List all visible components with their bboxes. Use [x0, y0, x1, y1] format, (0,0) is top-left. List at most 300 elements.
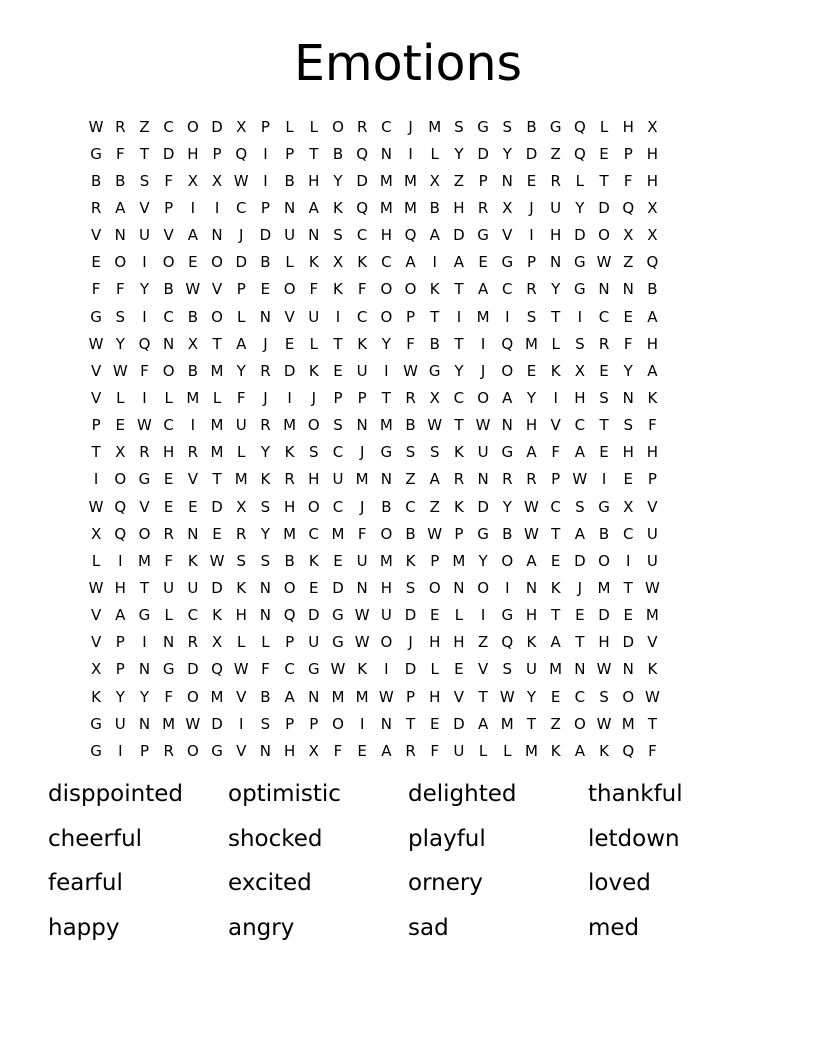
grid-letter: K — [599, 741, 609, 760]
grid-letter: K — [187, 551, 198, 570]
grid-row — [84, 737, 665, 764]
grid-letter: U — [114, 714, 126, 733]
grid-letter: E — [623, 470, 633, 489]
grid-letter: T — [551, 307, 561, 326]
grid-letter: S — [575, 334, 585, 353]
grid-letter: L — [237, 307, 246, 326]
word-list-item: disppointed — [48, 781, 183, 807]
grid-letter: L — [309, 117, 318, 136]
grid-letter: V — [90, 606, 102, 625]
grid-letter: X — [236, 497, 247, 516]
grid-row — [84, 547, 665, 574]
grid-letter: W — [88, 497, 104, 516]
grid-letter: O — [501, 361, 514, 380]
grid-letter: J — [239, 226, 244, 245]
grid-letter: Y — [551, 280, 561, 299]
grid-letter: I — [408, 144, 413, 163]
grid-letter: O — [501, 551, 514, 570]
grid-letter: O — [114, 253, 127, 272]
grid-letter: E — [429, 714, 440, 733]
grid-letter: R — [526, 470, 537, 489]
grid-letter: O — [162, 253, 175, 272]
grid-letter: B — [405, 524, 416, 543]
grid-letter: W — [644, 687, 660, 706]
grid-letter: G — [162, 660, 175, 679]
grid-letter: I — [335, 307, 341, 326]
grid-letter: C — [598, 307, 610, 326]
grid-letter: S — [599, 687, 609, 706]
grid-letter: Q — [114, 524, 127, 543]
grid-letter: S — [599, 388, 609, 407]
grid-letter: L — [237, 443, 246, 462]
grid-letter: E — [599, 144, 609, 163]
grid-letter: I — [529, 226, 534, 245]
grid-letter: W — [354, 633, 370, 652]
grid-letter: L — [309, 334, 318, 353]
grid-letter: F — [623, 334, 633, 353]
grid-letter: R — [526, 280, 537, 299]
grid-letter: W — [378, 687, 394, 706]
grid-letter: O — [477, 578, 489, 597]
grid-letter: N — [598, 280, 610, 299]
grid-letter: K — [308, 253, 319, 272]
grid-letter: A — [429, 470, 440, 489]
word-list-item: happy — [48, 914, 120, 941]
grid-letter: G — [574, 253, 586, 272]
grid-letter: O — [211, 307, 223, 326]
grid-letter: M — [162, 714, 176, 733]
grid-letter: J — [263, 388, 268, 407]
grid-row — [84, 276, 665, 303]
grid-letter: U — [284, 226, 296, 245]
grid-letter: A — [236, 334, 247, 353]
grid-letter: X — [115, 443, 126, 462]
grid-letter: J — [359, 497, 365, 516]
grid-letter: H — [235, 606, 247, 625]
grid-letter: E — [188, 497, 198, 516]
grid-letter: D — [162, 144, 175, 163]
grid-letter: M — [500, 714, 514, 733]
grid-letter: E — [454, 660, 464, 679]
grid-letter: C — [235, 198, 247, 217]
grid-letter: T — [454, 334, 464, 353]
grid-letter: H — [646, 144, 659, 163]
grid-letter: I — [239, 714, 244, 733]
grid-letter: G — [90, 144, 102, 163]
grid-letter: J — [408, 117, 413, 136]
grid-letter: Z — [429, 497, 440, 516]
grid-letter: G — [90, 741, 102, 760]
grid-letter: V — [90, 388, 102, 407]
grid-letter: O — [283, 280, 296, 299]
grid-letter: I — [287, 388, 292, 407]
grid-letter: E — [526, 361, 537, 380]
grid-letter: Q — [622, 741, 635, 760]
grid-letter: Z — [623, 253, 634, 272]
grid-letter: D — [453, 714, 465, 733]
grid-letter: U — [525, 660, 537, 679]
grid-letter: W — [137, 416, 152, 435]
grid-letter: H — [525, 416, 538, 435]
grid-letter: A — [574, 741, 585, 760]
grid-letter: D — [211, 497, 223, 516]
grid-letter: D — [598, 198, 610, 217]
grid-row — [84, 466, 665, 493]
grid-letter: S — [454, 117, 464, 136]
grid-letter: Q — [573, 144, 586, 163]
grid-letter: I — [505, 307, 510, 326]
word-list-item: delighted — [408, 781, 517, 807]
grid-letter: P — [357, 388, 367, 407]
grid-letter: N — [308, 226, 320, 245]
grid-letter: M — [379, 416, 393, 435]
grid-letter: W — [644, 578, 660, 597]
grid-letter: A — [574, 443, 585, 462]
grid-letter: P — [478, 171, 488, 190]
grid-letter: V — [187, 470, 198, 489]
grid-letter: K — [260, 470, 271, 489]
grid-letter: O — [428, 578, 441, 597]
grid-letter: R — [405, 388, 416, 407]
grid-letter: M — [452, 551, 466, 570]
grid-letter: F — [140, 361, 149, 380]
grid-letter: X — [236, 117, 247, 136]
grid-row — [84, 412, 665, 439]
grid-letter: E — [284, 334, 295, 353]
grid-letter: P — [260, 117, 270, 136]
grid-letter: T — [551, 606, 561, 625]
grid-letter: H — [308, 171, 320, 190]
grid-letter: G — [332, 606, 344, 625]
grid-letter: G — [307, 660, 320, 679]
grid-letter: D — [259, 226, 272, 245]
grid-letter: W — [524, 497, 539, 516]
grid-letter: F — [164, 687, 173, 706]
grid-letter: H — [646, 171, 659, 190]
grid-letter: C — [574, 416, 586, 435]
grid-letter: I — [142, 633, 147, 652]
grid-row — [84, 249, 665, 276]
grid-letter: H — [453, 633, 465, 652]
grid-letter: X — [211, 633, 223, 652]
grid-letter: V — [502, 226, 513, 245]
grid-letter: O — [307, 416, 320, 435]
grid-letter: G — [477, 117, 489, 136]
grid-letter: W — [88, 117, 104, 136]
grid-letter: J — [263, 334, 268, 353]
grid-letter: N — [163, 633, 175, 652]
grid-letter: A — [477, 280, 489, 299]
letter-grid — [84, 113, 665, 764]
word-list — [48, 778, 768, 956]
grid-letter: Q — [573, 117, 586, 136]
grid-letter: V — [139, 497, 150, 516]
grid-letter: P — [260, 198, 270, 217]
grid-letter: I — [359, 714, 365, 733]
grid-letter: P — [285, 714, 295, 733]
grid-letter: O — [622, 687, 635, 706]
grid-letter: T — [623, 578, 633, 597]
grid-letter: S — [575, 497, 585, 516]
grid-letter: L — [575, 171, 585, 190]
grid-letter: I — [626, 551, 631, 570]
grid-letter: H — [525, 606, 538, 625]
grid-letter: I — [601, 470, 607, 489]
grid-letter: L — [285, 117, 294, 136]
grid-letter: Z — [453, 171, 465, 190]
word-list-item: med — [588, 914, 640, 941]
grid-letter: S — [502, 660, 513, 679]
grid-letter: C — [356, 226, 368, 245]
grid-letter: W — [499, 687, 515, 706]
word-list-item: fearful — [48, 870, 123, 896]
grid-letter: S — [260, 551, 271, 570]
grid-letter: I — [505, 578, 510, 597]
grid-letter: X — [332, 253, 344, 272]
grid-letter: Q — [356, 144, 369, 163]
grid-letter: I — [142, 307, 147, 326]
grid-letter: V — [647, 633, 658, 652]
grid-letter: N — [356, 416, 368, 435]
grid-letter: L — [261, 633, 270, 652]
grid-letter: Q — [211, 660, 223, 679]
grid-letter: H — [646, 443, 659, 462]
grid-row — [84, 167, 665, 194]
grid-letter: P — [623, 144, 633, 163]
grid-letter: X — [211, 171, 223, 190]
grid-letter: S — [623, 416, 633, 435]
grid-letter: W — [209, 551, 225, 570]
grid-letter: F — [648, 741, 657, 760]
grid-letter: G — [501, 443, 514, 462]
grid-letter: N — [259, 741, 272, 760]
grid-letter: P — [430, 551, 440, 570]
grid-letter: T — [139, 578, 150, 597]
grid-row — [84, 384, 665, 411]
grid-letter: L — [454, 606, 464, 625]
grid-letter: E — [526, 171, 537, 190]
grid-letter: Z — [550, 714, 561, 733]
grid-letter: W — [403, 361, 418, 380]
grid-letter: Y — [260, 524, 270, 543]
grid-letter: N — [622, 280, 634, 299]
grid-letter: D — [525, 144, 538, 163]
grid-letter: W — [354, 606, 370, 625]
grid-letter: H — [114, 578, 126, 597]
grid-letter: K — [236, 578, 247, 597]
grid-letter: Y — [139, 687, 150, 706]
grid-letter: B — [284, 171, 295, 190]
grid-letter: U — [332, 470, 344, 489]
grid-letter: L — [503, 741, 512, 760]
grid-letter: R — [90, 198, 102, 217]
grid-letter: G — [90, 307, 102, 326]
grid-letter: H — [283, 741, 296, 760]
grid-letter: D — [211, 714, 223, 733]
grid-letter: X — [308, 741, 319, 760]
grid-letter: K — [357, 660, 368, 679]
grid-letter: V — [211, 280, 223, 299]
grid-letter: L — [285, 253, 294, 272]
grid-letter: U — [308, 633, 320, 652]
grid-letter: W — [572, 470, 588, 489]
grid-letter: O — [477, 388, 489, 407]
grid-letter: S — [502, 117, 513, 136]
grid-letter: E — [309, 578, 319, 597]
grid-letter: T — [333, 334, 343, 353]
grid-letter: K — [453, 443, 464, 462]
grid-letter: A — [647, 361, 658, 380]
grid-letter: K — [91, 687, 102, 706]
grid-letter: R — [453, 470, 465, 489]
grid-letter: F — [648, 416, 657, 435]
grid-letter: O — [211, 253, 223, 272]
grid-letter: D — [211, 578, 223, 597]
grid-letter: N — [550, 253, 562, 272]
grid-letter: P — [551, 470, 561, 489]
grid-letter: K — [647, 660, 658, 679]
grid-letter: I — [263, 171, 268, 190]
grid-letter: T — [551, 524, 561, 543]
grid-letter: X — [90, 660, 102, 679]
grid-letter: X — [187, 171, 198, 190]
grid-letter: H — [308, 470, 320, 489]
grid-letter: R — [550, 171, 561, 190]
grid-row — [84, 656, 665, 683]
grid-letter: I — [214, 198, 220, 217]
grid-letter: P — [139, 741, 149, 760]
grid-letter: H — [283, 497, 296, 516]
grid-letter: A — [115, 606, 126, 625]
grid-letter: H — [380, 226, 392, 245]
grid-letter: H — [453, 198, 465, 217]
grid-letter: S — [139, 171, 150, 190]
grid-letter: M — [210, 416, 224, 435]
grid-row — [84, 357, 665, 384]
grid-letter: R — [139, 443, 150, 462]
grid-letter: G — [138, 470, 151, 489]
grid-letter: U — [646, 551, 658, 570]
grid-letter: C — [453, 388, 465, 407]
grid-letter: S — [405, 578, 416, 597]
grid-letter: K — [453, 497, 464, 516]
grid-letter: H — [646, 334, 659, 353]
grid-letter: P — [647, 470, 657, 489]
grid-letter: L — [551, 334, 560, 353]
grid-letter: J — [311, 388, 316, 407]
grid-letter: M — [210, 361, 224, 380]
grid-letter: T — [575, 633, 585, 652]
grid-row — [84, 113, 665, 140]
word-list-item: loved — [588, 870, 651, 896]
grid-letter: B — [429, 198, 440, 217]
grid-letter: G — [477, 226, 489, 245]
grid-letter: G — [501, 253, 514, 272]
grid-letter: N — [187, 524, 199, 543]
grid-letter: R — [163, 524, 174, 543]
grid-letter: S — [115, 307, 126, 326]
grid-letter: P — [115, 633, 125, 652]
grid-letter: E — [357, 741, 367, 760]
grid-letter: O — [138, 524, 151, 543]
grid-letter: G — [428, 361, 441, 380]
grid-letter: Q — [138, 334, 151, 353]
grid-letter: M — [283, 416, 297, 435]
grid-letter: O — [404, 280, 417, 299]
grid-letter: X — [187, 334, 198, 353]
grid-letter: Y — [526, 388, 537, 407]
grid-row — [84, 439, 665, 466]
grid-letter: O — [598, 226, 610, 245]
grid-letter: N — [380, 144, 392, 163]
grid-letter: P — [406, 687, 416, 706]
grid-letter: P — [406, 307, 416, 326]
grid-letter: B — [163, 280, 174, 299]
grid-letter: F — [333, 741, 343, 760]
grid-letter: B — [284, 551, 295, 570]
grid-letter: I — [480, 334, 486, 353]
word-list-item: angry — [228, 914, 295, 941]
grid-row — [84, 710, 665, 737]
grid-letter: R — [405, 741, 416, 760]
grid-letter: F — [551, 443, 560, 462]
grid-letter: M — [404, 171, 417, 190]
grid-letter: E — [188, 253, 198, 272]
grid-letter: D — [235, 253, 247, 272]
grid-letter: D — [356, 171, 368, 190]
grid-letter: W — [112, 361, 128, 380]
grid-letter: U — [380, 606, 392, 625]
grid-letter: R — [477, 198, 489, 217]
grid-letter: N — [259, 578, 272, 597]
grid-letter: I — [142, 388, 147, 407]
grid-letter: T — [454, 416, 464, 435]
grid-letter: N — [501, 171, 513, 190]
grid-letter: Q — [646, 253, 659, 272]
grid-letter: M — [524, 741, 538, 760]
grid-letter: P — [164, 198, 174, 217]
grid-letter: A — [526, 443, 537, 462]
word-list-item: optimistic — [228, 781, 341, 807]
grid-letter: Y — [454, 144, 464, 163]
grid-letter: Q — [501, 334, 514, 353]
grid-row — [84, 602, 665, 629]
grid-letter: T — [405, 714, 416, 733]
grid-letter: H — [163, 443, 175, 462]
grid-letter: Y — [502, 144, 512, 163]
grid-letter: E — [623, 606, 633, 625]
grid-row — [84, 330, 665, 357]
grid-letter: N — [211, 226, 223, 245]
grid-letter: M — [331, 524, 345, 543]
grid-letter: J — [480, 361, 486, 380]
grid-letter: Y — [575, 198, 585, 217]
grid-row — [84, 520, 665, 547]
grid-letter: V — [163, 226, 174, 245]
grid-letter: N — [259, 606, 272, 625]
grid-letter: W — [185, 714, 201, 733]
grid-letter: T — [526, 714, 537, 733]
grid-row — [84, 222, 665, 249]
grid-letter: C — [163, 307, 174, 326]
grid-letter: I — [93, 470, 99, 489]
grid-letter: Y — [115, 334, 125, 353]
grid-letter: O — [573, 714, 586, 733]
grid-letter: L — [599, 117, 609, 136]
grid-letter: H — [429, 633, 441, 652]
grid-letter: W — [88, 334, 104, 353]
grid-letter: R — [284, 470, 295, 489]
